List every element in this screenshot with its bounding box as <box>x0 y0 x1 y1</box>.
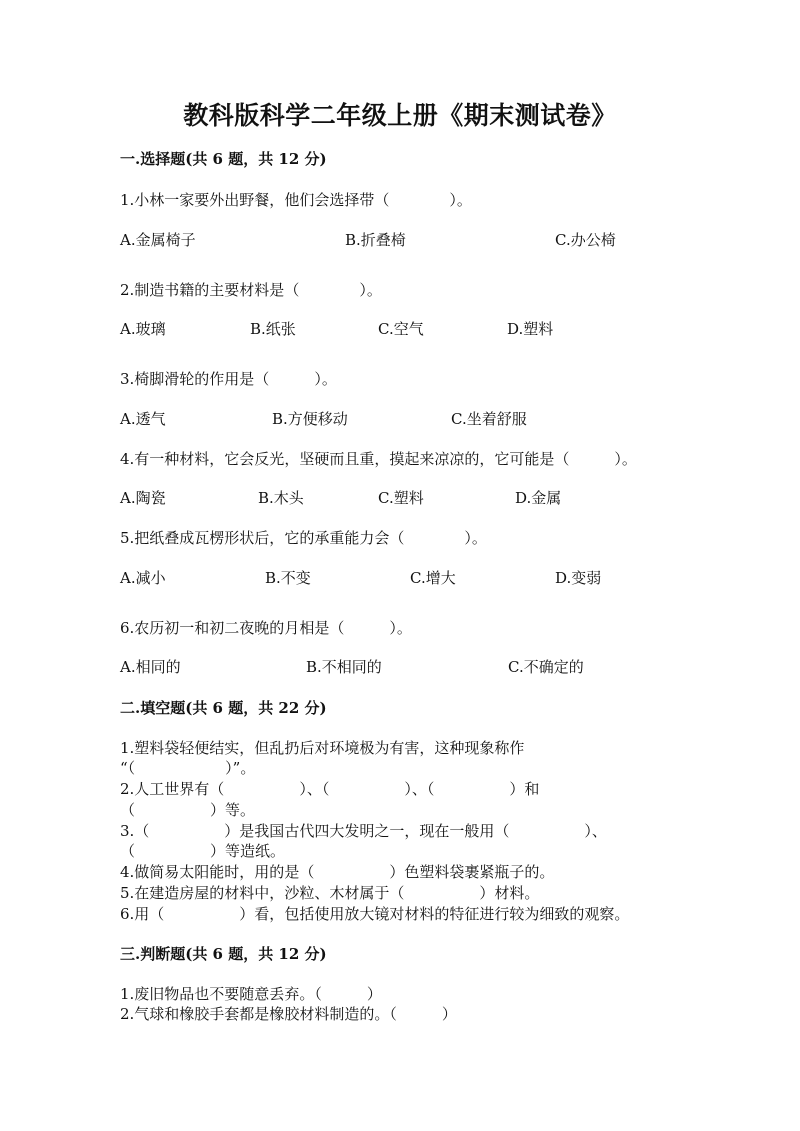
question-stem: 4.有一种材料，它会反光，坚硬而且重，摸起来凉凉的，它可能是（ ）。 <box>120 450 637 468</box>
fill-line: 6.用（ ）看，包括使用放大镜对材料的特征进行较为细致的观察。 <box>120 905 630 923</box>
fill-line: 4.做简易太阳能时，用的是（ ）色塑料袋裹紧瓶子的。 <box>120 863 555 881</box>
option-b: B.不相同的 <box>306 658 382 676</box>
judge-line: 2.气球和橡胶手套都是橡胶材料制造的。（ ） <box>120 1005 457 1023</box>
option-a: A.玻璃 <box>120 320 166 338</box>
option-c: C.空气 <box>378 320 424 338</box>
option-c: C.塑料 <box>378 489 424 507</box>
option-b: B.纸张 <box>250 320 296 338</box>
fill-line: “（ ）”。 <box>120 759 256 777</box>
section-heading-choice: 一.选择题(共 6 题，共 12 分) <box>120 150 327 168</box>
fill-line: 3.（ ）是我国古代四大发明之一，现在一般用（ ）、 <box>120 822 607 840</box>
option-b: B.方便移动 <box>272 410 348 428</box>
question-stem: 2.制造书籍的主要材料是（ ）。 <box>120 281 382 299</box>
fill-line: 5.在建造房屋的材料中，沙粒、木材属于（ ）材料。 <box>120 884 540 902</box>
question-stem: 1.小林一家要外出野餐，他们会选择带（ ）。 <box>120 191 472 209</box>
option-a: A.相同的 <box>120 658 181 676</box>
option-a: A.陶瓷 <box>120 489 166 507</box>
option-a: A.透气 <box>120 410 166 428</box>
question-stem: 5.把纸叠成瓦楞形状后，它的承重能力会（ ）。 <box>120 529 487 547</box>
option-c: C.办公椅 <box>555 231 616 249</box>
option-b: B.不变 <box>265 569 311 587</box>
option-d: D.金属 <box>515 489 562 507</box>
option-d: D.塑料 <box>507 320 554 338</box>
option-c: C.坐着舒服 <box>451 410 527 428</box>
section-heading-judge: 三.判断题(共 6 题，共 12 分) <box>120 945 327 963</box>
question-stem: 6.农历初一和初二夜晚的月相是（ ）。 <box>120 619 412 637</box>
fill-line: 1.塑料袋轻便结实，但乱扔后对环境极为有害，这种现象称作 <box>120 739 525 757</box>
option-b: B.木头 <box>258 489 304 507</box>
judge-line: 1.废旧物品也不要随意丢弃。（ ） <box>120 985 382 1003</box>
option-a: A.减小 <box>120 569 166 587</box>
section-heading-fill: 二.填空题(共 6 题，共 22 分) <box>120 699 327 717</box>
option-c: C.不确定的 <box>508 658 584 676</box>
page-title: 教科版科学二年级上册《期末测试卷》 <box>183 101 617 130</box>
option-a: A.金属椅子 <box>120 231 196 249</box>
fill-line: （ ）等造纸。 <box>120 842 286 860</box>
option-d: D.变弱 <box>555 569 602 587</box>
question-stem: 3.椅脚滑轮的作用是（ ）。 <box>120 370 337 388</box>
fill-line: （ ）等。 <box>120 801 256 819</box>
fill-line: 2.人工世界有（ ）、（ ）、（ ）和 <box>120 780 540 798</box>
option-c: C.增大 <box>410 569 456 587</box>
option-b: B.折叠椅 <box>345 231 406 249</box>
